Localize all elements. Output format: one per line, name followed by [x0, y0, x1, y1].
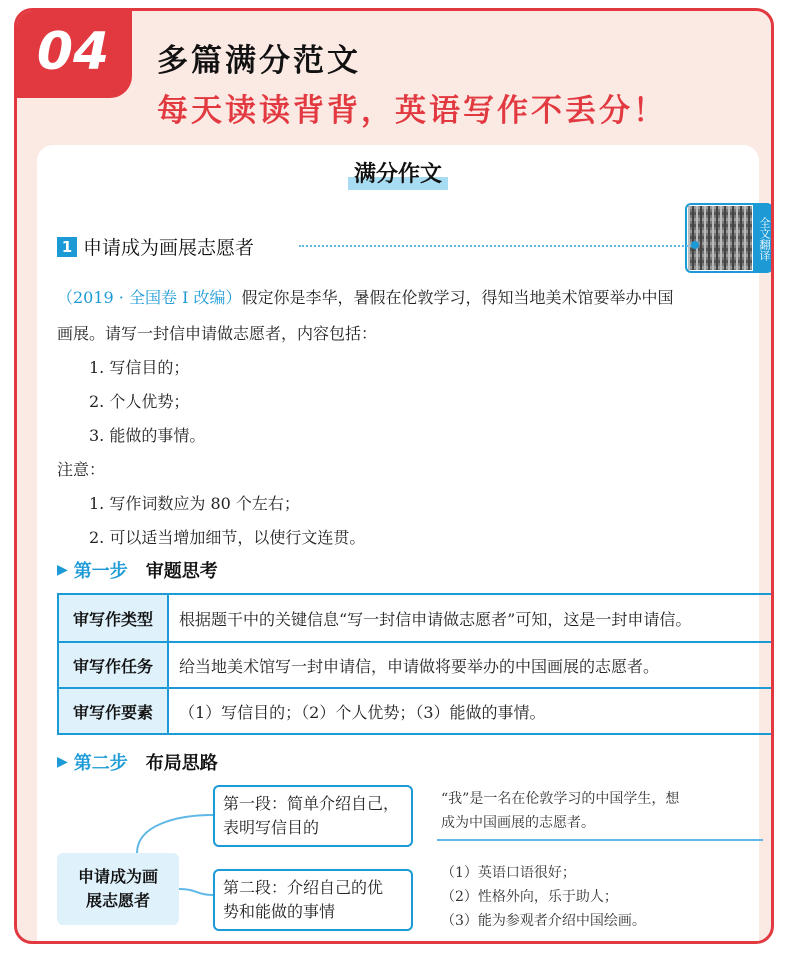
mindmap-root: [57, 853, 179, 925]
qr-code-card[interactable]: [685, 203, 773, 273]
node-line: 势和能做的事情: [223, 902, 336, 921]
note-item: 1. 写作词数应为 80 个左右；: [89, 494, 300, 513]
detail-line: （3）能为参观者介绍中国绘画。: [441, 913, 646, 929]
mindmap-root-line: 申请成为画: [77, 867, 158, 886]
content-panel: [37, 145, 771, 944]
step-two-heading: [57, 749, 218, 775]
section-number-badge: 04: [14, 8, 132, 98]
detail-line: （1）英语口语很好；: [441, 865, 576, 881]
step-one-name: 第一步: [73, 561, 128, 582]
step-two-title: 布局思路: [145, 753, 218, 774]
table-key: 审写作任务: [59, 643, 169, 687]
detail-line: 成为中国画展的志愿者。: [441, 815, 595, 831]
topic-heading: [57, 233, 254, 260]
node-line: 第一段：简单介绍自己，: [223, 794, 400, 813]
page-frame: [14, 8, 774, 944]
dotted-divider: [299, 245, 695, 247]
qr-side-label: 全文翻译: [753, 205, 771, 271]
table-value: 给当地美术馆写一封申请信，申请做将要举办的中国画展的志愿者。: [179, 656, 660, 676]
step-two-name: 第二步: [73, 753, 128, 774]
panel-title: [37, 157, 759, 190]
prompt-item: 1. 写信目的；: [89, 358, 190, 377]
detail-line: （2）性格外向，乐于助人；: [441, 889, 618, 905]
note-item: 2. 可以适当增加细节，以使行文连贯。: [89, 528, 366, 547]
prompt-line-1: [57, 285, 674, 308]
topic-label: 申请成为画展志愿者: [83, 237, 255, 259]
connector-line: [137, 815, 213, 853]
qr-code-icon: [688, 206, 752, 270]
table-key: 审写作要素: [59, 689, 169, 733]
prompt-text-1: 假定你是李华，暑假在伦敦学习，得知当地美术馆要举办中国: [241, 288, 674, 307]
table-row: [59, 687, 773, 733]
step-one-title: 审题思考: [145, 561, 218, 582]
table-value: 根据题干中的关键信息“写一封信申请做志愿者”可知，这是一封申请信。: [179, 609, 692, 629]
analysis-table: [57, 593, 774, 735]
table-row: [59, 641, 773, 687]
step-one-heading: [57, 557, 218, 583]
connector-line: [179, 889, 213, 895]
section-subtitle: 每天读读背背，英语写作不丢分！: [157, 93, 667, 129]
prompt-source: （2019 · 全国卷 Ⅰ 改编）: [57, 288, 242, 307]
mindmap-root-line: 展志愿者: [85, 891, 150, 910]
triangle-right-icon: ▶: [57, 562, 68, 578]
topic-number: 1: [57, 237, 77, 257]
prompt-item: 2. 个人优势；: [89, 392, 190, 411]
note-label: 注意：: [57, 460, 106, 479]
prompt-line-2: 画展。请写一封信申请做志愿者，内容包括：: [57, 324, 378, 343]
mindmap-node-paragraph-1: [213, 785, 413, 847]
triangle-right-icon: ▶: [57, 754, 68, 770]
section-title: 多篇满分范文: [157, 43, 361, 79]
detail-line: “我”是一名在伦敦学习的中国学生，想: [441, 791, 680, 807]
node-detail-1: [441, 787, 771, 835]
panel-title-text: 满分作文: [348, 157, 448, 190]
prompt-item: 3. 能做的事情。: [89, 426, 206, 445]
node-detail-2: [441, 861, 771, 933]
table-value: （1）写信目的；（2）个人优势；（3）能做的事情。: [179, 702, 546, 722]
table-key: 审写作类型: [59, 595, 169, 641]
table-row: [59, 595, 773, 641]
node-line: 第二段：介绍自己的优: [223, 878, 384, 897]
divider-dot: [691, 241, 699, 249]
mindmap-node-paragraph-2: [213, 869, 413, 931]
node-line: 表明写信目的: [223, 818, 320, 837]
detail-underline: [437, 839, 763, 841]
